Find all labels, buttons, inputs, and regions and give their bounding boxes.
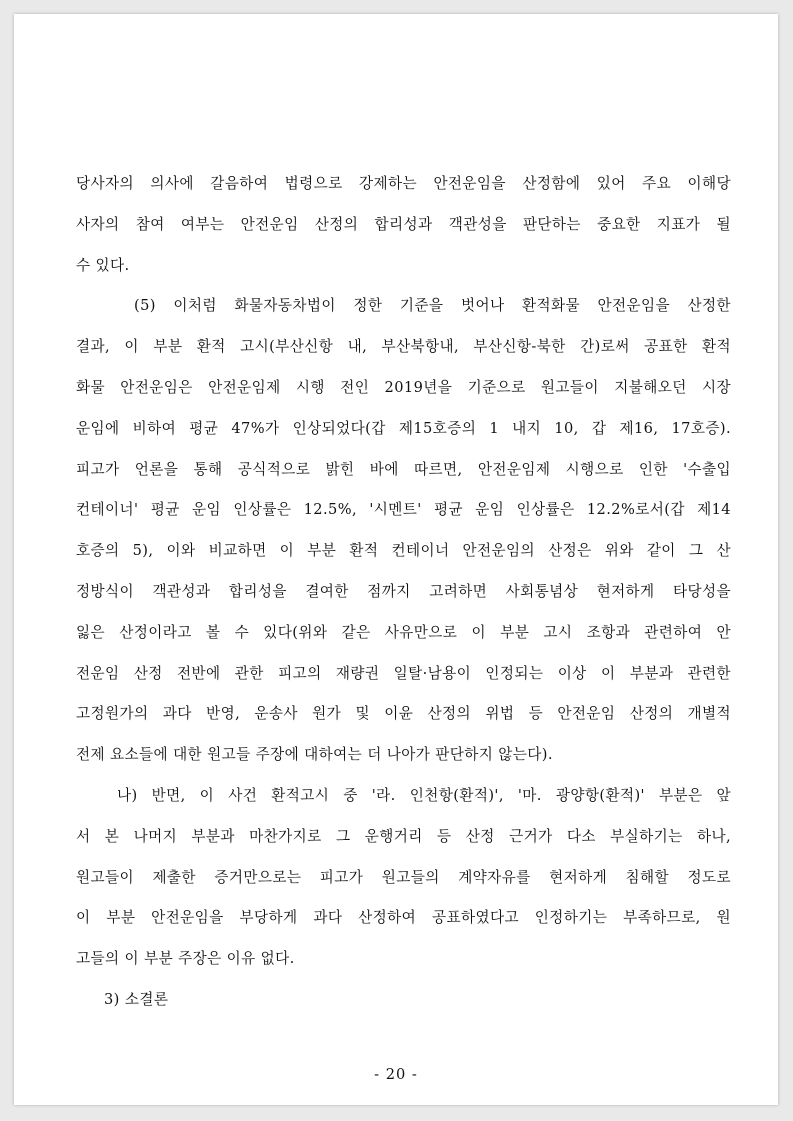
text-line: 전제 요소들에 대한 원고들 주장에 대하여는 더 나아가 판단하지 않는다). [76, 746, 553, 764]
text-line: (5) 이처럼 화물자동차법이 정한 기준을 벗어나 환적화물 안전운임을 산정한 [134, 297, 731, 315]
text-line: 이 부분 안전운임을 부당하게 과다 산정하여 공표하였다고 인정하기는 부족하므로, 원 [76, 909, 731, 927]
text-line: 고들의 이 부분 주장은 이유 없다. [76, 950, 295, 968]
text-line: 수 있다. [76, 256, 130, 274]
text-line: 운임에 비하여 평균 47%가 인상되었다(갑 제15호증의 1 내지 10, 갑 제16, 17호증). [76, 419, 731, 437]
text-line: 호증의 5), 이와 비교하면 이 부분 환적 컨테이너 안전운임의 산정은 위와 같이 그 산 [76, 542, 731, 560]
text-line: 원고들이 제출한 증거만으로는 피고가 원고들의 계약자유를 현저하게 침해할 정도로 [76, 868, 731, 886]
section-heading: 3) 소결론 [104, 990, 169, 1008]
page-number: - 20 - [374, 1066, 418, 1083]
text-line: 당사자의 의사에 갈음하여 법령으로 강제하는 안전운임을 산정함에 있어 주요 이해당 [76, 175, 731, 192]
text-line: 잃은 산정이라고 볼 수 있다(위와 같은 사유만으로 이 부분 고시 조항과 관련하여 안 [76, 623, 731, 641]
text-line: 피고가 언론을 통해 공식적으로 밝힌 바에 따르면, 안전운임제 시행으로 인한 '수출입 [76, 460, 731, 478]
body-text [76, 164, 731, 1021]
text-line: 사자의 참여 여부는 안전운임 산정의 합리성과 객관성을 판단하는 중요한 지표가 될 [76, 215, 731, 233]
text-line: 서 본 나머지 부분과 마찬가지로 그 운행거리 등 산정 근거가 다소 부실하기는 하나, [76, 827, 731, 845]
text-line: 정방식이 객관성과 합리성을 결여한 점까지 고려하면 사회통념상 현저하게 타당성을 [76, 582, 731, 600]
text-line: 컨테이너' 평균 운임 인상률은 12.5%, '시멘트' 평균 운임 인상률은 12.2%로서(갑 제14 [76, 501, 731, 519]
text-line: 결과, 이 부분 환적 고시(부산신항 내, 부산북항내, 부산신항-북한 간)로써 공표한 환적 [76, 338, 731, 356]
document-page [14, 14, 778, 1105]
text-line: 고정원가의 과다 반영, 운송사 원가 및 이윤 산정의 위법 등 안전운임 산정의 개별적 [76, 705, 731, 723]
text-line: 나) 반면, 이 사건 환적고시 중 '라. 인천항(환적)', '마. 광양항(환적)' 부분은 앞 [117, 786, 731, 804]
text-line: 화물 안전운임은 안전운임제 시행 전인 2019년을 기준으로 원고들이 지불해오던 시장 [76, 378, 731, 396]
text-line: 전운임 산정 전반에 관한 피고의 재량권 일탈·남용이 인정되는 이상 이 부분과 관련한 [76, 664, 731, 682]
